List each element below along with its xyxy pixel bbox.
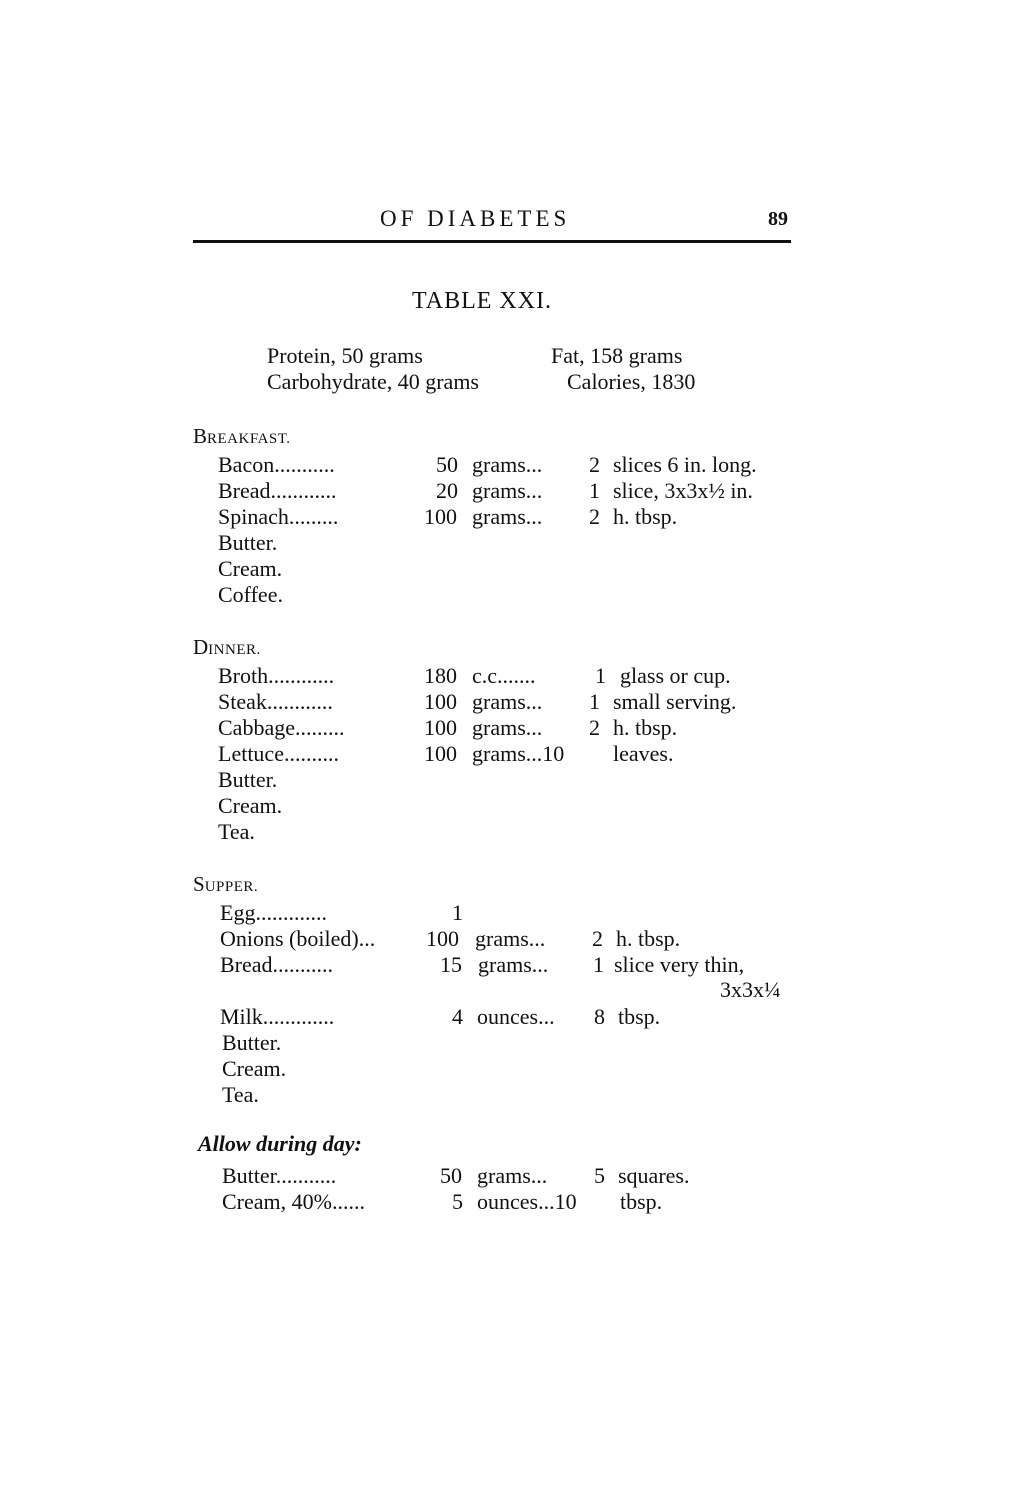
allow-qty: 50 — [440, 1163, 462, 1188]
breakfast-unit: grams... — [472, 478, 543, 503]
dinner-unit: grams... — [472, 715, 543, 740]
supper-desc: slice very thin, — [614, 952, 745, 977]
breakfast-item: Coffee. — [218, 582, 283, 607]
dinner-desc: h. tbsp. — [613, 715, 678, 740]
breakfast-unit: grams... — [472, 504, 543, 529]
dinner-qty: 180 — [424, 663, 457, 688]
summary-carbohydrate: Carbohydrate, 40 grams — [267, 369, 479, 394]
header-rule — [193, 240, 791, 243]
dinner-item: Broth............ — [218, 663, 335, 688]
breakfast-desc: slice, 3x3x½ in. — [613, 478, 753, 503]
dinner-num: 1 — [589, 689, 600, 714]
summary-calories: Calories, 1830 — [567, 369, 696, 394]
summary-protein: Protein, 50 grams — [267, 343, 423, 368]
supper-item: Bread........... — [220, 952, 334, 977]
dinner-desc: small serving. — [613, 689, 737, 714]
supper-item: Tea. — [222, 1082, 259, 1107]
supper-qty: 1 — [452, 900, 463, 925]
page-number: 89 — [768, 208, 788, 230]
allow-qty: 5 — [452, 1189, 463, 1214]
breakfast-item: Spinach......... — [218, 504, 339, 529]
dinner-desc: glass or cup. — [620, 663, 731, 688]
dinner-item: Steak............ — [218, 689, 333, 714]
allow-unit: ounces...10 — [477, 1189, 577, 1214]
dinner-item: Lettuce.......... — [218, 741, 339, 766]
allow-desc: tbsp. — [620, 1189, 663, 1214]
dinner-qty: 100 — [424, 741, 457, 766]
section-heading-breakfast: BREAKFAST. — [193, 424, 291, 448]
supper-item: Cream. — [222, 1056, 287, 1081]
dinner-item: Cabbage......... — [218, 715, 345, 740]
supper-num: 2 — [592, 926, 603, 951]
dinner-item: Cream. — [218, 793, 283, 818]
breakfast-num: 2 — [589, 452, 600, 477]
breakfast-item: Cream. — [218, 556, 283, 581]
dinner-num: 1 — [595, 663, 606, 688]
breakfast-desc: slices 6 in. long. — [613, 452, 757, 477]
section-heading-allow-during-day: Allow during day: — [198, 1131, 362, 1156]
dinner-item: Tea. — [218, 819, 255, 844]
supper-item: Egg............. — [220, 900, 327, 925]
supper-qty: 4 — [452, 1004, 463, 1029]
supper-desc-continued: 3x3x¼ — [720, 977, 781, 1002]
table-title: TABLE XXI. — [412, 288, 553, 314]
supper-qty: 100 — [426, 926, 459, 951]
dinner-qty: 100 — [424, 715, 457, 740]
dinner-unit: c.c....... — [472, 663, 536, 688]
supper-item: Butter. — [222, 1030, 282, 1055]
breakfast-item: Bacon........... — [218, 452, 335, 477]
supper-item: Milk............. — [220, 1004, 335, 1029]
breakfast-desc: h. tbsp. — [613, 504, 678, 529]
allow-item: Butter........... — [222, 1163, 337, 1188]
breakfast-item: Butter. — [218, 530, 278, 555]
breakfast-qty: 20 — [436, 478, 458, 503]
dinner-num: 2 — [589, 715, 600, 740]
supper-num: 8 — [594, 1004, 605, 1029]
supper-item: Onions (boiled)... — [220, 926, 376, 951]
dinner-unit: grams...10 — [472, 741, 565, 766]
dinner-desc: leaves. — [613, 741, 674, 766]
allow-unit: grams... — [477, 1163, 548, 1188]
breakfast-unit: grams... — [472, 452, 543, 477]
section-heading-supper: SUPPER. — [193, 872, 259, 896]
dinner-item: Butter. — [218, 767, 278, 792]
supper-desc: tbsp. — [618, 1004, 661, 1029]
allow-num: 5 — [594, 1163, 605, 1188]
supper-unit: grams... — [478, 952, 549, 977]
breakfast-qty: 50 — [436, 452, 458, 477]
supper-desc: h. tbsp. — [616, 926, 681, 951]
dinner-qty: 100 — [424, 689, 457, 714]
running-header-title: OF DIABETES — [380, 206, 571, 231]
supper-num: 1 — [593, 952, 604, 977]
allow-desc: squares. — [618, 1163, 690, 1188]
allow-item: Cream, 40%...... — [222, 1189, 365, 1214]
summary-fat: Fat, 158 grams — [551, 343, 683, 368]
supper-qty: 15 — [440, 952, 462, 977]
supper-unit: ounces... — [477, 1004, 555, 1029]
section-heading-dinner: DINNER. — [193, 635, 261, 659]
breakfast-qty: 100 — [424, 504, 457, 529]
breakfast-num: 2 — [589, 504, 600, 529]
dinner-unit: grams... — [472, 689, 543, 714]
supper-unit: grams... — [475, 926, 546, 951]
breakfast-num: 1 — [589, 478, 600, 503]
breakfast-item: Bread............ — [218, 478, 337, 503]
